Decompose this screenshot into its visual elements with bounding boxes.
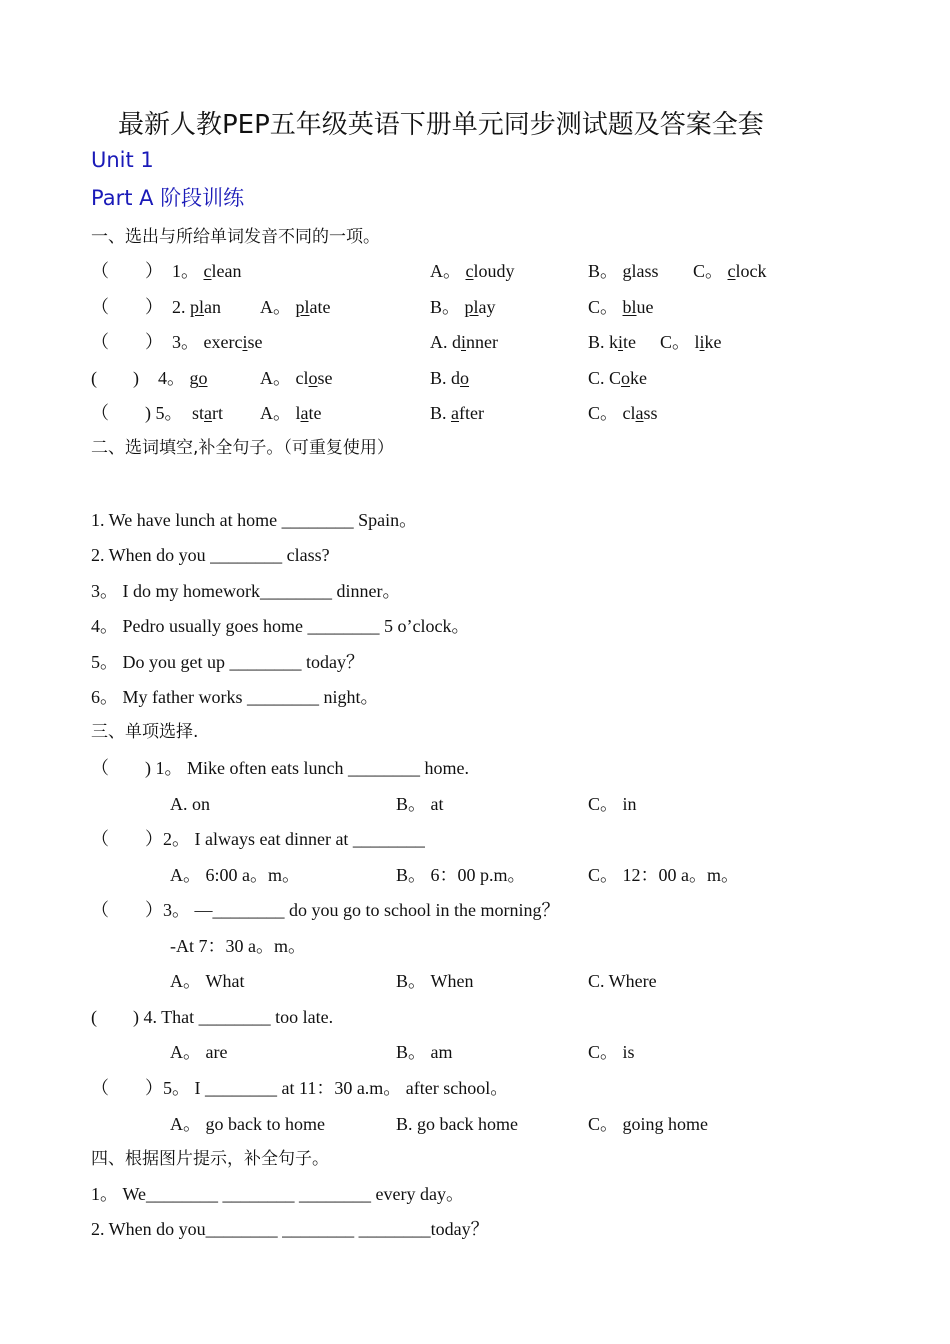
s3-q3-option-a: A。 What bbox=[170, 971, 245, 991]
s3-q5-option-c: C。 going home bbox=[588, 1114, 708, 1134]
s2-sentence: 3。 I do my homework________ dinner。 bbox=[91, 581, 401, 601]
unit-heading: Unit 1 bbox=[91, 148, 154, 172]
s3-q3-option-b: B。 When bbox=[396, 971, 474, 991]
s3-q3-option-c: C. Where bbox=[588, 971, 657, 991]
s2-sentence: 2. When do you ________ class? bbox=[91, 545, 330, 565]
s4-sentence: 2. When do you________ ________ ________today？ bbox=[91, 1219, 489, 1239]
s3-q4-option-a: A。 are bbox=[170, 1042, 228, 1062]
s2-sentence: 4。 Pedro usually goes home ________ 5 o’clock。 bbox=[91, 616, 470, 636]
s3-q5-option-b: B. go back home bbox=[396, 1114, 518, 1134]
s3-q3-answer-line: -At 7：30 a。m。 bbox=[170, 936, 306, 956]
s3-q5-option-a: A。 go back to home bbox=[170, 1114, 325, 1134]
s3-q3-stem: （ ）3。 —________ do you go to school in the morning？ bbox=[91, 900, 560, 920]
s2-sentence: 6。 My father works ________ night。 bbox=[91, 687, 379, 707]
s3-q2-option-a: A。 6:00 a。m。 bbox=[170, 865, 300, 885]
s3-q1-option-a: A. on bbox=[170, 794, 210, 814]
s3-q2-stem: （ ）2。 I always eat dinner at ________ bbox=[91, 829, 425, 849]
s3-q1-option-c: C。 in bbox=[588, 794, 637, 814]
section-2-heading: 二、选词填空,补全句子。（可重复使用） bbox=[91, 438, 394, 458]
s3-q1-stem: （ ) 1。 Mike often eats lunch ________ home. bbox=[91, 758, 469, 778]
s3-q1-option-b: B。 at bbox=[396, 794, 444, 814]
s3-q2-option-b: B。 6：00 p.m。 bbox=[396, 865, 526, 885]
s2-sentence: 5。 Do you get up ________ today？ bbox=[91, 652, 364, 672]
s3-q2-option-c: C。 12：00 a。m。 bbox=[588, 865, 739, 885]
s2-sentence: 1. We have lunch at home ________ Spain。 bbox=[91, 510, 418, 530]
part-heading: Part A 阶段训练 bbox=[91, 186, 245, 210]
section-1-heading: 一、选出与所给单词发音不同的一项。 bbox=[91, 227, 380, 247]
s3-q4-stem: ( ) 4. That ________ too late. bbox=[91, 1007, 334, 1027]
section-3-heading: 三、单项选择. bbox=[91, 722, 199, 742]
s3-q5-stem: （ ）5。 I ________ at 11：30 a.m。 after school。 bbox=[91, 1078, 509, 1098]
s3-q4-option-c: C。 is bbox=[588, 1042, 635, 1062]
s4-sentence: 1。 We________ ________ ________ every day。 bbox=[91, 1184, 464, 1204]
s3-q4-option-b: B。 am bbox=[396, 1042, 453, 1062]
section-4-heading: 四、根据图片提示，补全句子。 bbox=[91, 1149, 329, 1169]
page-title: 最新人教PEP五年级英语下册单元同步测试题及答案全套 bbox=[118, 110, 764, 140]
